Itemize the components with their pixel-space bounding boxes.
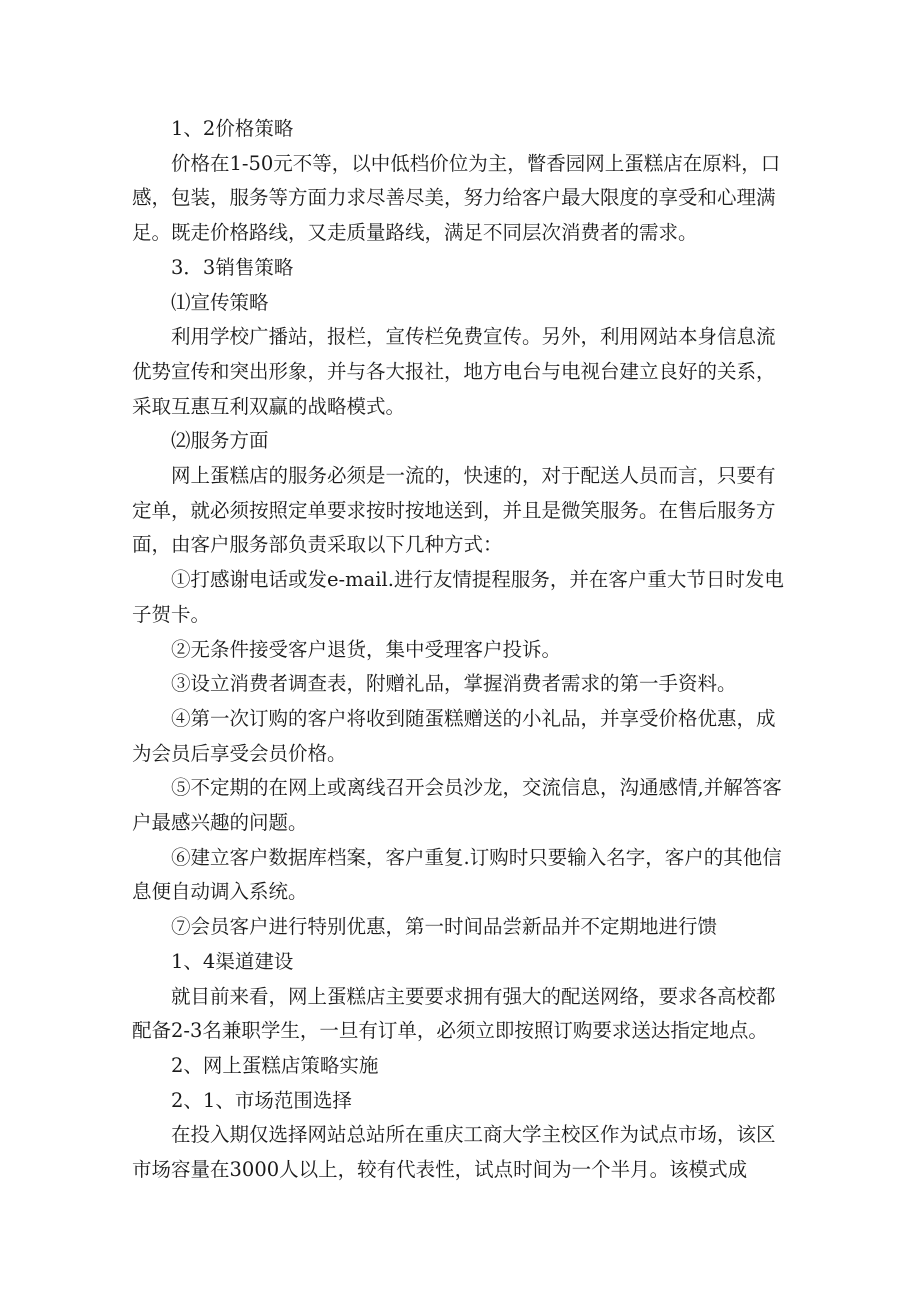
paragraph-market-scope: 在投入期仅选择网站总站所在重庆工商大学主校区作为试点市场，该区市场容量在3000人以上，较有代表性，试点时间为一个半月。该模式成 <box>132 1123 776 1182</box>
list-item-service-6: ⑥建立客户数据库档案，客户重复.订购时只要输入名字，客户的其他信息便自动调入系统。 <box>132 845 782 904</box>
paragraph-service: 网上蛋糕店的服务必须是一流的，快速的，对于配送人员而言，只要有定单，就必须按照定单要求按时按地送到，并且是微笑服务。在售后服务方面，由客户服务部负责采取以下几种方式： <box>132 464 776 557</box>
paragraph-price-strategy: 价格在1-50元不等，以中低档价位为主，瞥香园网上蛋糕店在原料，口感，包装，服务等方面力求尽善尽美，努力给客户最大限度的享受和心理满足。既走价格路线，又走质量路线，满足不同层次消费者的需求。 <box>132 151 781 245</box>
section-heading-implementation: 2、网上蛋糕店策略实施 <box>171 1053 379 1077</box>
section-heading-channel: 1、4渠道建设 <box>171 949 294 973</box>
subheading-promotion-strategy: ⑴宣传策略 <box>171 290 269 314</box>
subheading-market-scope: 2、1、市场范围选择 <box>171 1088 352 1112</box>
section-heading-sales-strategy: 3．3销售策略 <box>171 255 294 279</box>
section-heading-price-strategy: 1、2价格策略 <box>171 117 294 140</box>
document-body <box>132 112 792 1188</box>
list-item-service-4: ④第一次订购的客户将收到随蛋糕赠送的小礼品，并享受价格优惠，成为会员后享受会员价格。 <box>132 706 776 765</box>
list-item-service-7: ⑦会员客户进行特别优惠，第一时间品尝新品并不定期地进行馈 <box>171 915 718 939</box>
subheading-service: ⑵服务方面 <box>171 429 269 453</box>
list-item-service-3: ③设立消费者调查表，附赠礼品，掌握消费者需求的第一手资料。 <box>171 672 737 696</box>
list-item-service-2: ②无条件接受客户退货，集中受理客户投诉。 <box>171 637 562 661</box>
paragraph-channel: 就目前来看，网上蛋糕店主要要求拥有强大的配送网络，要求各高校都配备2-3名兼职学生，一旦有订单，必须立即按照订购要求送达指定地点。 <box>132 984 776 1043</box>
paragraph-promotion: 利用学校广播站，报栏，宣传栏免费宣传。另外，利用网站本身信息流优势宣传和突出形象，并与各大报社，地方电台与电视台建立良好的关系，采取互惠互利双赢的战略模式。 <box>132 325 776 418</box>
list-item-service-1: ①打感谢电话或发e-mail.进行友情提程服务，并在客户重大节日时发电子贺卡。 <box>132 568 784 626</box>
list-item-service-5: ⑤不定期的在网上或离线召开会员沙龙，交流信息，沟通感情,并解答客户最感兴趣的问题。 <box>132 776 782 835</box>
